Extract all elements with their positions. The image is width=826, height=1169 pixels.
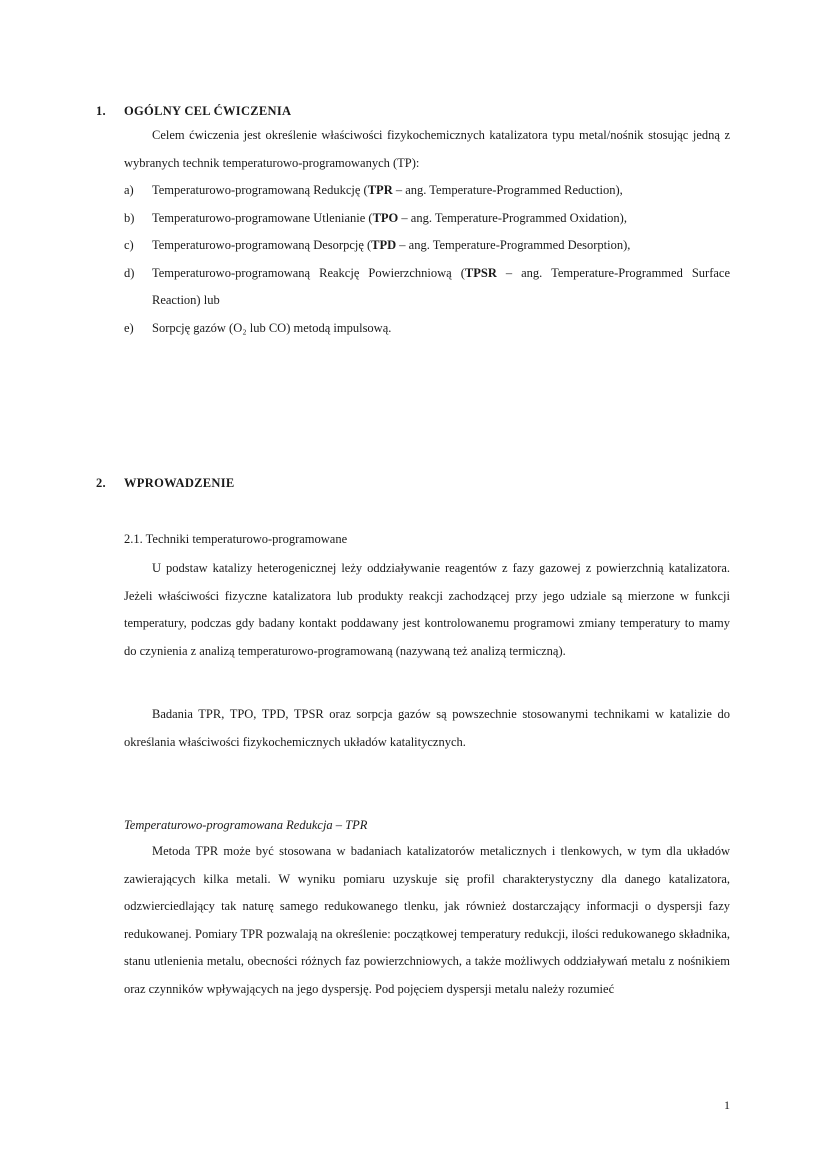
body-paragraph: U podstaw katalizy heterogenicznej leży oddziaływanie reagentów z fazy gazowej z powierzchnią katalizatora. Jeżeli właściwości fizyczne katalizatora lub produkty reakcji zachodzącej przy jego udziale są mierzone w funkcji temperatury, podczas gdy badany kontakt poddawany jest kontrolowanemu programowi zmiany temperatury to mamy do czynienia z analizą temperaturowo-programowaną (nazywaną też analizą termiczną).	[124, 561, 730, 658]
italic-subheading: Temperaturowo-programowana Redukcja – TPR	[124, 818, 368, 832]
page-number: 1	[724, 1098, 730, 1112]
list-text-post: – ang. Temperature-Programmed Reduction),	[392, 183, 623, 197]
subsection-heading: 2.1. Techniki temperaturowo-programowane	[124, 532, 348, 546]
section-title: OGÓLNY CEL ĆWICZENIA	[124, 104, 292, 118]
list-marker: d)	[124, 265, 135, 280]
list-text-pre: Temperaturowo-programowane Utlenianie (	[152, 210, 373, 225]
list-text-post: – ang. Temperature-Programmed Surface Reaction) lub	[152, 265, 731, 307]
body-paragraph: Metoda TPR może być stosowana w badaniach katalizatorów metalicznych i tlenkowych, w tym dla układów zawierających kilka metali. W wyniku pomiaru uzyskuje się profil charakterystyczny dla danego katalizatora, odzwierciedlający tak naturę samego redukowanego tlenku, jak również dostarczający informacji o dyspersji fazy redukowanej. Pomiary TPR pozwalają na określenie: początkowej temperatury redukcji, ilości redukowanego składnika, stanu utlenienia metalu, obecności różnych faz powierzchniowych, a także możliwych oddziaływań metalu z nośnikiem oraz czynników wpływających na jego dyspersję. Pod pojęciem dyspersji metalu należy rozumieć	[124, 844, 730, 996]
list-item	[124, 205, 730, 233]
list-marker: a)	[124, 183, 134, 197]
list-abbr: TPO	[372, 210, 399, 225]
list-abbr: TPR	[367, 183, 393, 197]
section-heading-2	[96, 476, 235, 491]
list-text-post: – ang. Temperature-Programmed Oxidation),	[398, 210, 627, 225]
body-paragraph: Badania TPR, TPO, TPD, TPSR oraz sorpcja gazów są powszechnie stosowanymi technikami w katalizie do określania właściwości fizykochemicznych układów katalitycznych.	[124, 707, 730, 749]
list-text-post: – ang. Temperature-Programmed Desorption),	[396, 238, 631, 252]
list-item	[124, 260, 730, 315]
section-number: 1.	[96, 104, 106, 118]
list-marker: b)	[124, 210, 135, 225]
section-title: WPROWADZENIE	[124, 476, 235, 490]
list-text-pre: Temperaturowo-programowaną Desorpcję (	[152, 238, 372, 252]
list-abbr: TPSR	[464, 265, 497, 280]
intro-paragraph: Celem ćwiczenia jest określenie właściwości fizykochemicznych katalizatora typu metal/nośnik stosując jedną z wybranych technik temperaturowo-programowanych (TP):	[124, 128, 730, 170]
list-item	[124, 232, 730, 260]
list-abbr: TPD	[371, 238, 397, 252]
section-heading-1	[96, 104, 291, 119]
list-marker: e)	[124, 320, 134, 335]
list-marker: c)	[124, 238, 134, 252]
section-number: 2.	[96, 476, 106, 490]
list-text-pre: Sorpcję gazów (O₂ lub CO) metodą impulsową.	[152, 320, 392, 335]
list-item	[124, 177, 730, 205]
list-item	[124, 315, 730, 343]
list-text-pre: Temperaturowo-programowaną Redukcję (	[152, 183, 368, 197]
technique-list	[124, 177, 730, 342]
list-text-pre: Temperaturowo-programowaną Reakcję Powierzchniową (	[152, 265, 465, 280]
